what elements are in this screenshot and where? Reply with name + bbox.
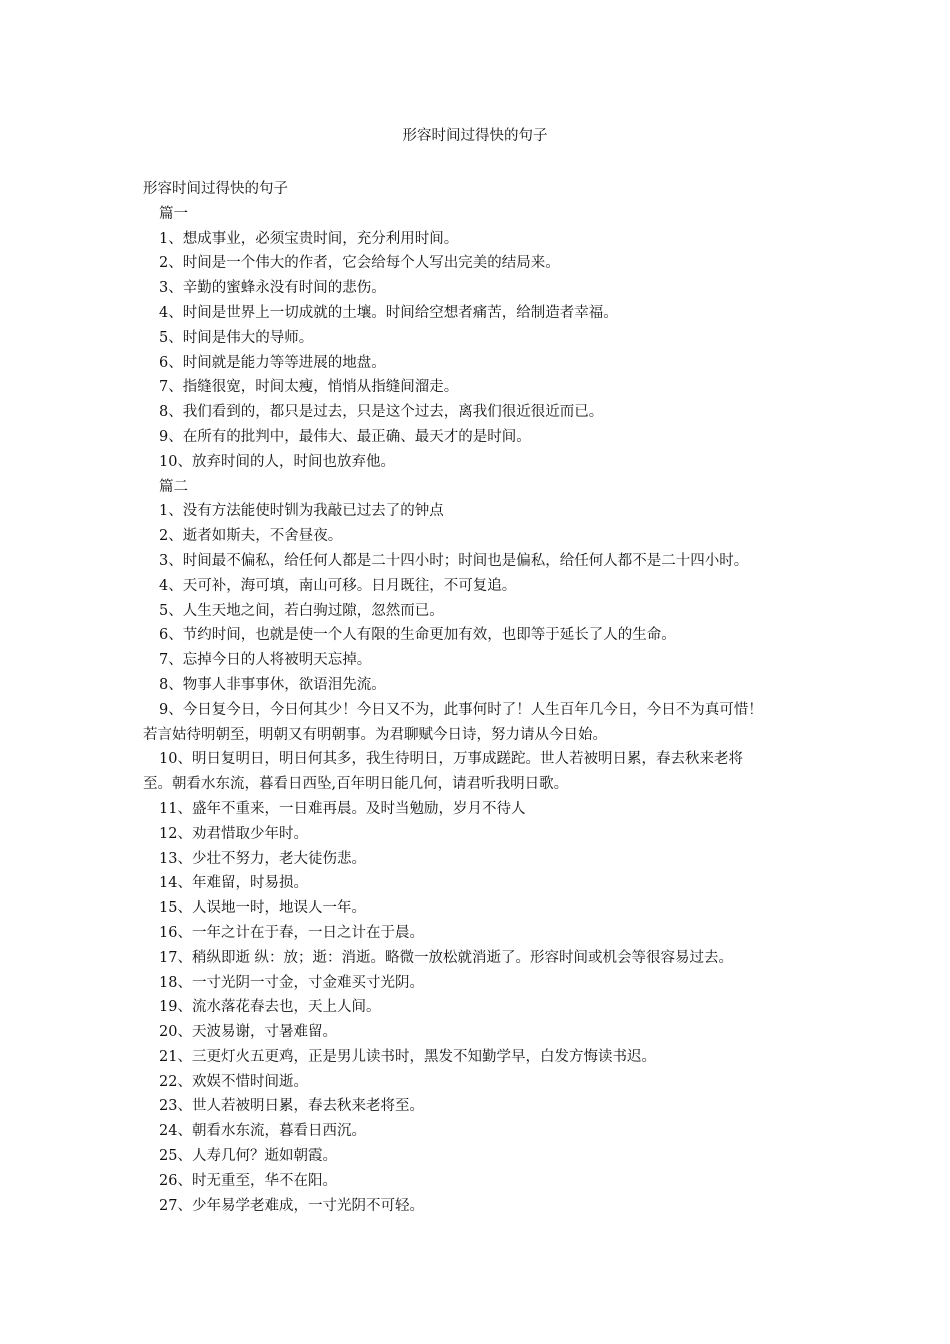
document-heading: 形容时间过得快的句子 (143, 181, 288, 197)
list-item: 20、天波易谢，寸暑难留。 (159, 1024, 337, 1041)
list-item: 8、我们看到的，都只是过去，只是这个过去，离我们很近很近而已。 (159, 404, 604, 421)
list-item-continuation: 若言姑待明朝至，明朝又有明朝事。为君聊赋今日诗，努力请从今日始。 (143, 726, 607, 743)
list-item: 26、时无重至，华不在阳。 (159, 1172, 337, 1189)
list-item: 27、少年易学老难成，一寸光阴不可轻。 (159, 1197, 424, 1214)
list-item: 12、劝君惜取少年时。 (159, 825, 308, 842)
list-item: 21、三更灯火五更鸡，正是男儿读书时，黑发不知勤学早，白发方悔读书迟。 (159, 1048, 656, 1065)
list-item: 13、少壮不努力，老大徒伤悲。 (159, 850, 366, 867)
list-item: 7、忘掉今日的人将被明天忘掉。 (159, 652, 372, 669)
list-item: 3、辛勤的蜜蜂永没有时间的悲伤。 (159, 280, 386, 297)
section-label: 篇一 (159, 205, 188, 222)
list-item: 3、时间最不偏私，给任何人都是二十四小时；时间也是偏私，给任何人都不是二十四小时。 (159, 552, 749, 569)
document-body (143, 177, 823, 1218)
list-item: 9、今日复今日，今日何其少！今日又不为，此事何时了！人生百年几今日，今日不为真可惜！ (159, 701, 763, 718)
list-item: 6、节约时间，也就是使一个人有限的生命更加有效，也即等于延长了人的生命。 (159, 627, 676, 644)
list-item: 23、世人若被明日累，春去秋来老将至。 (159, 1098, 424, 1115)
list-item: 15、人误地一时，地误人一年。 (159, 900, 366, 917)
list-item: 2、逝者如斯夫，不舍昼夜。 (159, 528, 343, 545)
list-item: 22、欢娱不惜时间逝。 (159, 1073, 308, 1090)
list-item: 4、天可补，海可填，南山可移。日月既往，不可复追。 (159, 577, 517, 594)
list-item: 2、时间是一个伟大的作者，它会给每个人写出完美的结局来。 (159, 255, 560, 272)
list-item: 5、人生天地之间，若白驹过隙，忽然而已。 (159, 602, 444, 619)
list-item: 5、时间是伟大的导师。 (159, 329, 314, 346)
list-item: 16、一年之计在于春，一日之计在于晨。 (159, 924, 424, 941)
list-item: 4、时间是世界上一切成就的土壤。时间给空想者痛苦，给制造者幸福。 (159, 304, 618, 321)
list-item: 24、朝看水东流，暮看日西沉。 (159, 1123, 366, 1140)
list-item: 1、想成事业，必须宝贵时间，充分利用时间。 (159, 230, 459, 247)
page-title: 形容时间过得快的句子 (402, 128, 548, 144)
list-item: 18、一寸光阴一寸金，寸金难买寸光阴。 (159, 974, 424, 991)
list-item: 11、盛年不重来，一日难再晨。及时当勉励，岁月不待人 (159, 800, 526, 817)
list-item: 7、指缝很宽，时间太瘦，悄悄从指缝间溜走。 (159, 379, 459, 396)
section-label: 篇二 (159, 478, 188, 495)
list-item: 9、在所有的批判中，最伟大、最正确、最天才的是时间。 (159, 428, 531, 445)
list-item: 1、没有方法能使时钏为我敲已过去了的钟点 (159, 503, 444, 520)
list-item-continuation: 至。朝看水东流，暮看日西坠,百年明日能几何，请君听我明日歌。 (143, 776, 569, 793)
list-item: 8、物事人非事事休，欲语泪先流。 (159, 676, 386, 693)
list-item: 6、时间就是能力等等进展的地盘。 (159, 354, 386, 371)
list-item: 19、流水落花春去也，天上人间。 (159, 999, 381, 1016)
list-item: 14、年难留，时易损。 (159, 875, 308, 892)
list-item: 10、明日复明日，明日何其多，我生待明日，万事成蹉跎。世人若被明日累，春去秋来老将 (159, 751, 743, 768)
list-item: 25、人寿几何？逝如朝霞。 (159, 1148, 337, 1165)
list-item: 10、放弃时间的人，时间也放弃他。 (159, 453, 395, 470)
list-item: 17、稍纵即逝 纵：放；逝：消逝。略微一放松就消逝了。形容时间或机会等很容易过去。 (159, 949, 734, 966)
